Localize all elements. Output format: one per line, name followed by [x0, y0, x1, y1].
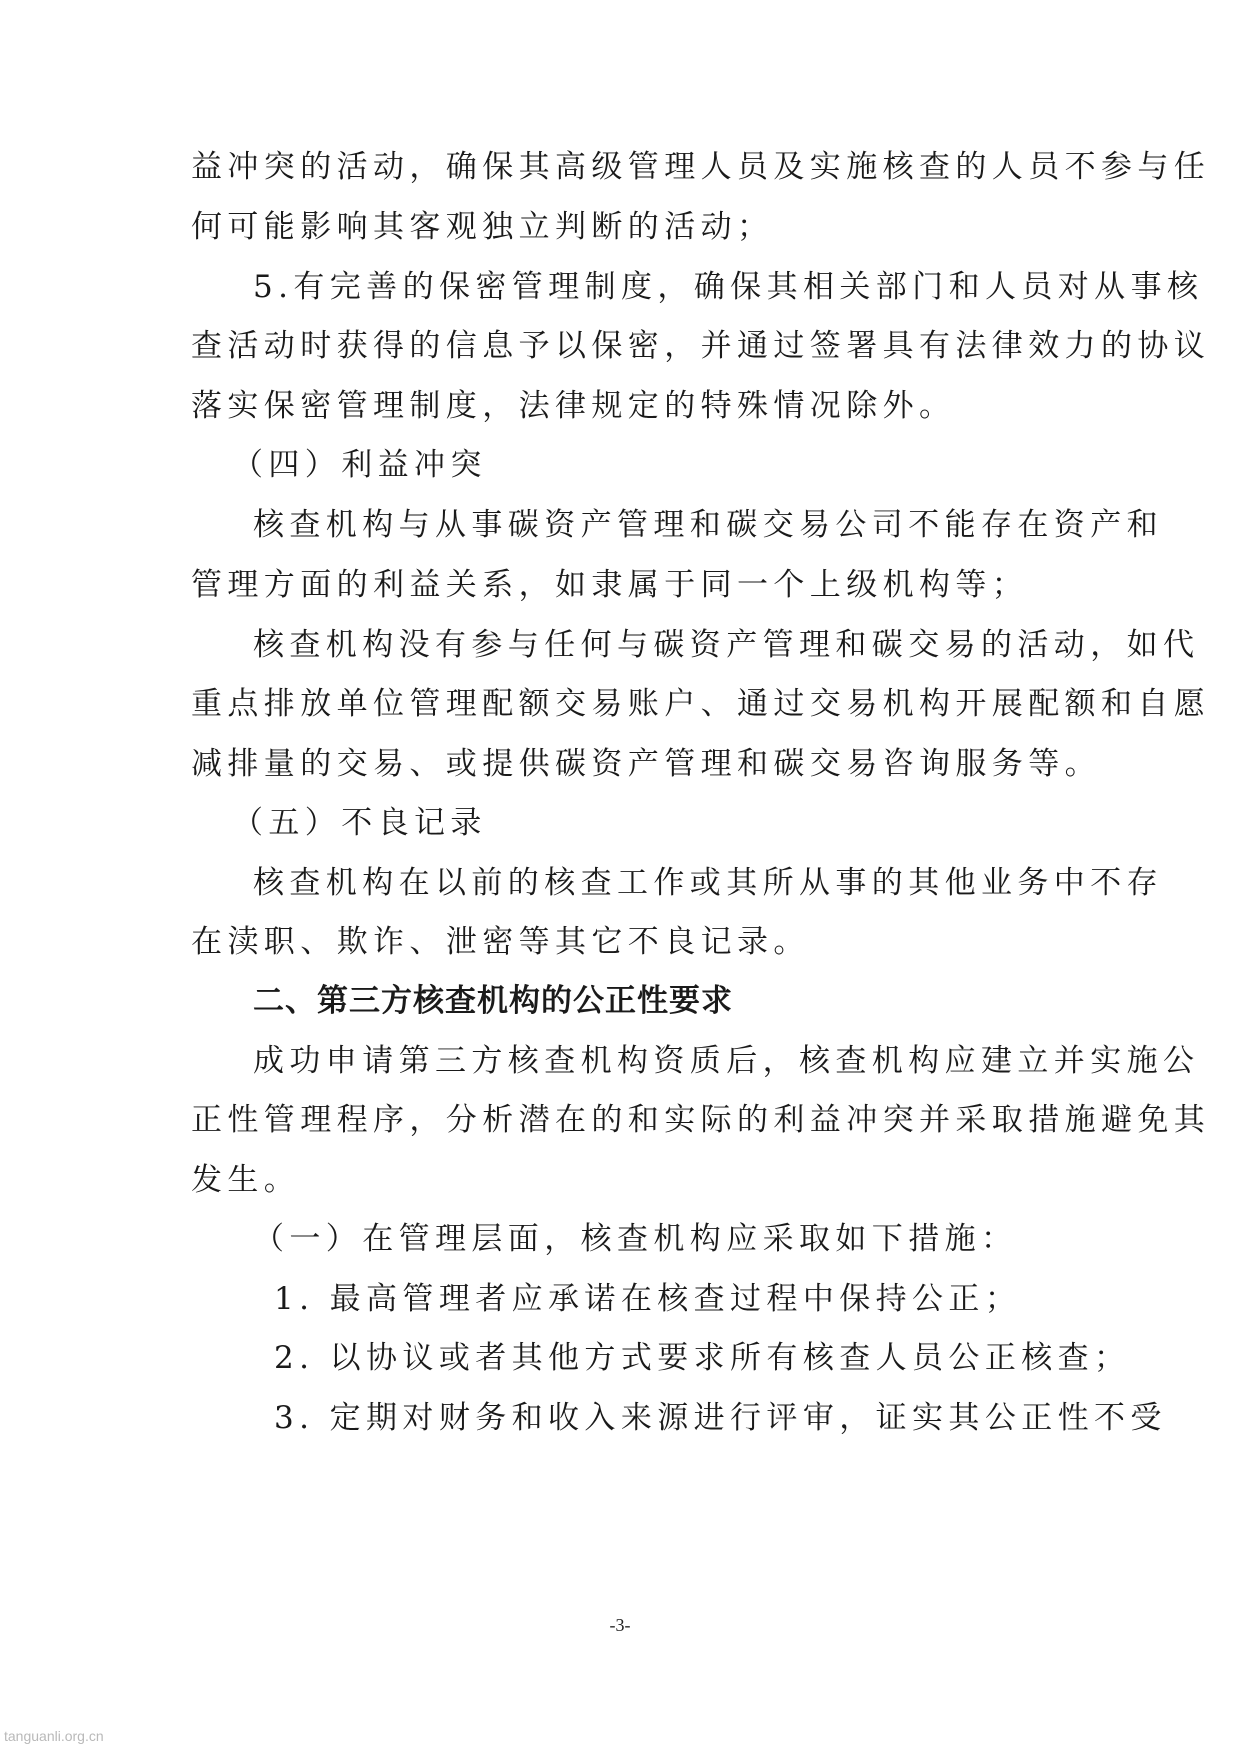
body-text-line: 在渎职、欺诈、泄密等其它不良记录。 — [191, 924, 810, 960]
list-item-1: 1. 最高管理者应承诺在核查过程中保持公正； — [274, 1281, 1022, 1317]
page-number: -3- — [609, 1615, 631, 1635]
body-text-line: 管理方面的利益关系，如隶属于同一个上级机构等； — [191, 567, 1029, 603]
body-text-line: 核查机构与从事碳资产管理和碳交易公司不能存在资产和 — [253, 507, 1163, 543]
subsection-heading-1: （一）在管理层面，核查机构应采取如下措施： — [253, 1221, 1018, 1257]
chapter-heading-2: 二、第三方核查机构的公正性要求 — [253, 983, 733, 1019]
list-item-5-line: 5.有完善的保密管理制度，确保其相关部门和人员对从事核 — [253, 269, 1204, 305]
body-text-line: 成功申请第三方核查机构资质后，核查机构应建立并实施公 — [253, 1043, 1200, 1079]
body-text-line: 益冲突的活动，确保其高级管理人员及实施核查的人员不参与任 — [191, 149, 1211, 185]
section-heading-5: （五）不良记录 — [232, 805, 487, 841]
body-text-line: 何可能影响其客观独立判断的活动； — [191, 209, 774, 245]
body-text-line: 重点排放单位管理配额交易账户、通过交易机构开展配额和自愿 — [191, 686, 1211, 722]
body-text-line: 查活动时获得的信息予以保密，并通过签署具有法律效力的协议 — [191, 328, 1211, 364]
body-text-line: 核查机构在以前的核查工作或其所从事的其他业务中不存 — [253, 865, 1163, 901]
body-text-line: 发生。 — [191, 1162, 301, 1198]
watermark-text: tanguanli.org.cn — [4, 1728, 104, 1744]
body-text-line: 落实保密管理制度，法律规定的特殊情况除外。 — [191, 388, 956, 424]
list-item-3: 3. 定期对财务和收入来源进行评审，证实其公正性不受 — [274, 1400, 1167, 1436]
section-heading-4: （四）利益冲突 — [232, 447, 487, 483]
body-text-line: 正性管理程序，分析潜在的和实际的利益冲突并采取措施避免其 — [191, 1102, 1211, 1138]
list-item-2: 2. 以协议或者其他方式要求所有核查人员公正核查； — [274, 1340, 1131, 1376]
body-text-line: 减排量的交易、或提供碳资产管理和碳交易咨询服务等。 — [191, 746, 1101, 782]
body-text-line: 核查机构没有参与任何与碳资产管理和碳交易的活动，如代 — [253, 627, 1200, 663]
